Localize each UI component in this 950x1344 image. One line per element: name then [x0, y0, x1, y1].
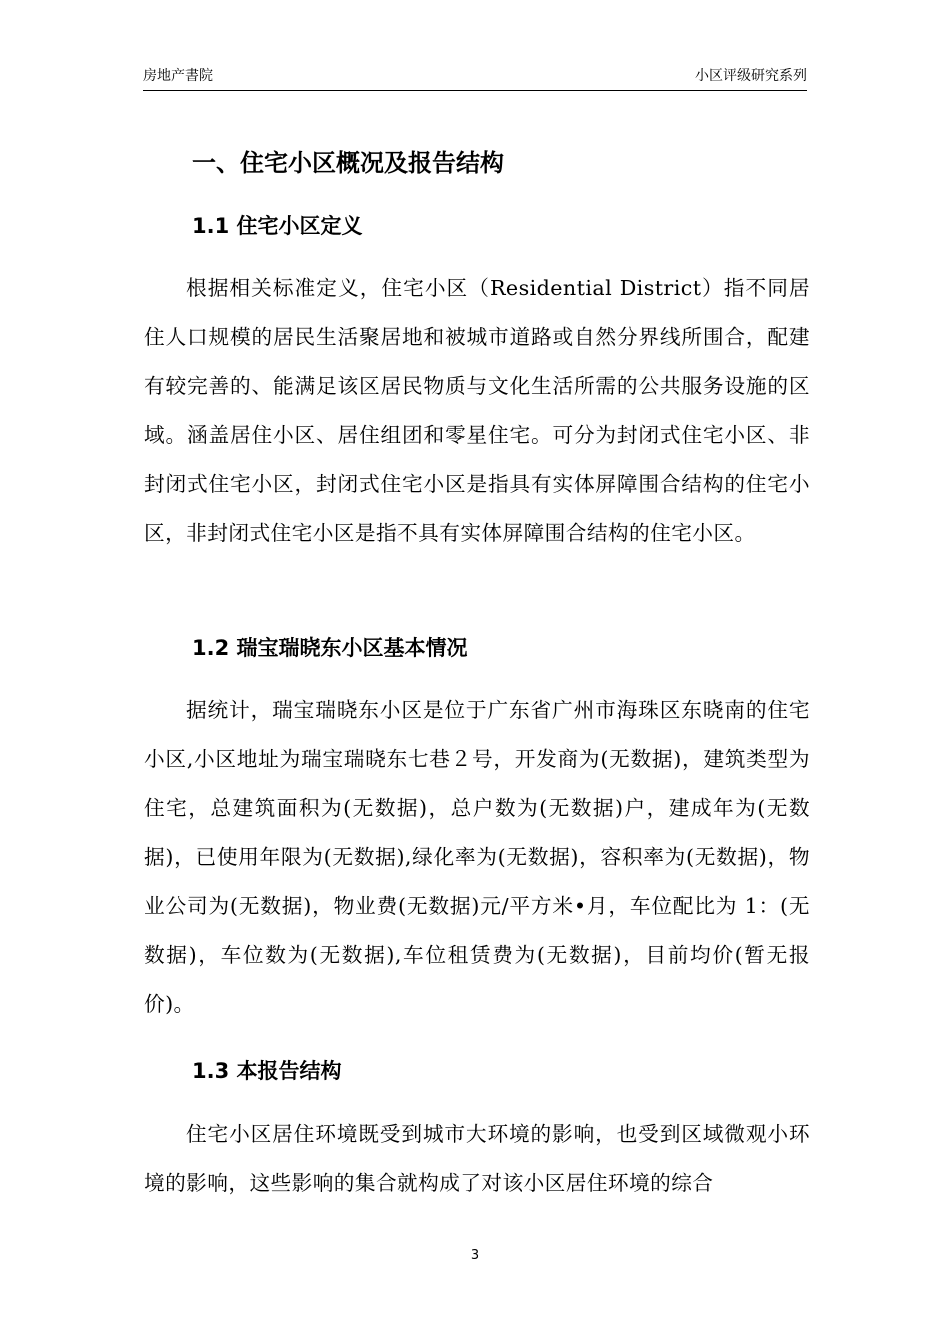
- paragraph-report-structure: 住宅小区居住环境既受到城市大环境的影响，也受到区域微观小环境的影响，这些影响的集合就构成了对该小区居住环境的综合: [144, 1122, 810, 1195]
- header-series-title: 小区评级研究系列: [695, 68, 807, 84]
- heading-residential-definition: 1.1 住宅小区定义: [192, 214, 363, 238]
- paragraph-residential-definition: 根据相关标准定义，住宅小区（Residential District）指不同居住人口规模的居民生活聚居地和被城市道路或自然分界线所围合，配建有较完善的、能满足该区居民物质与文化生活所需的公共服务设施的区域。涵盖居住小区、居住组团和零星住宅。可分为封闭式住宅小区、非封闭式住宅小区，封闭式住宅小区是指具有实体屏障围合结构的住宅小区，非封闭式住宅小区是指不具有实体屏障围合结构的住宅小区。: [144, 276, 810, 545]
- heading-basic-info: 1.2 瑞宝瑞晓东小区基本情况: [192, 636, 468, 660]
- heading-report-structure: 1.3 本报告结构: [192, 1059, 342, 1083]
- paragraph-basic-info: 据统计，瑞宝瑞晓东小区是位于广东省广州市海珠区东晓南的住宅小区,小区地址为瑞宝瑞晓东七巷２号，开发商为(无数据)，建筑类型为住宅，总建筑面积为(无数据)，总户数为(无数据)户，建成年为(无数据)，已使用年限为(无数据),绿化率为(无数据)，容积率为(无数据)，物业公司为(无数据)，物业费(无数据)元/平方米•月，车位配比为 1：(无数据)，车位数为(无数据),车位租赁费为(无数据)，目前均价(暂无报价)。: [144, 698, 810, 1016]
- header-publisher: 房地产書院: [143, 68, 213, 84]
- page-number: 3: [470, 1248, 480, 1263]
- page-header: [143, 66, 807, 91]
- section-title: 一、住宅小区概况及报告结构: [192, 149, 504, 177]
